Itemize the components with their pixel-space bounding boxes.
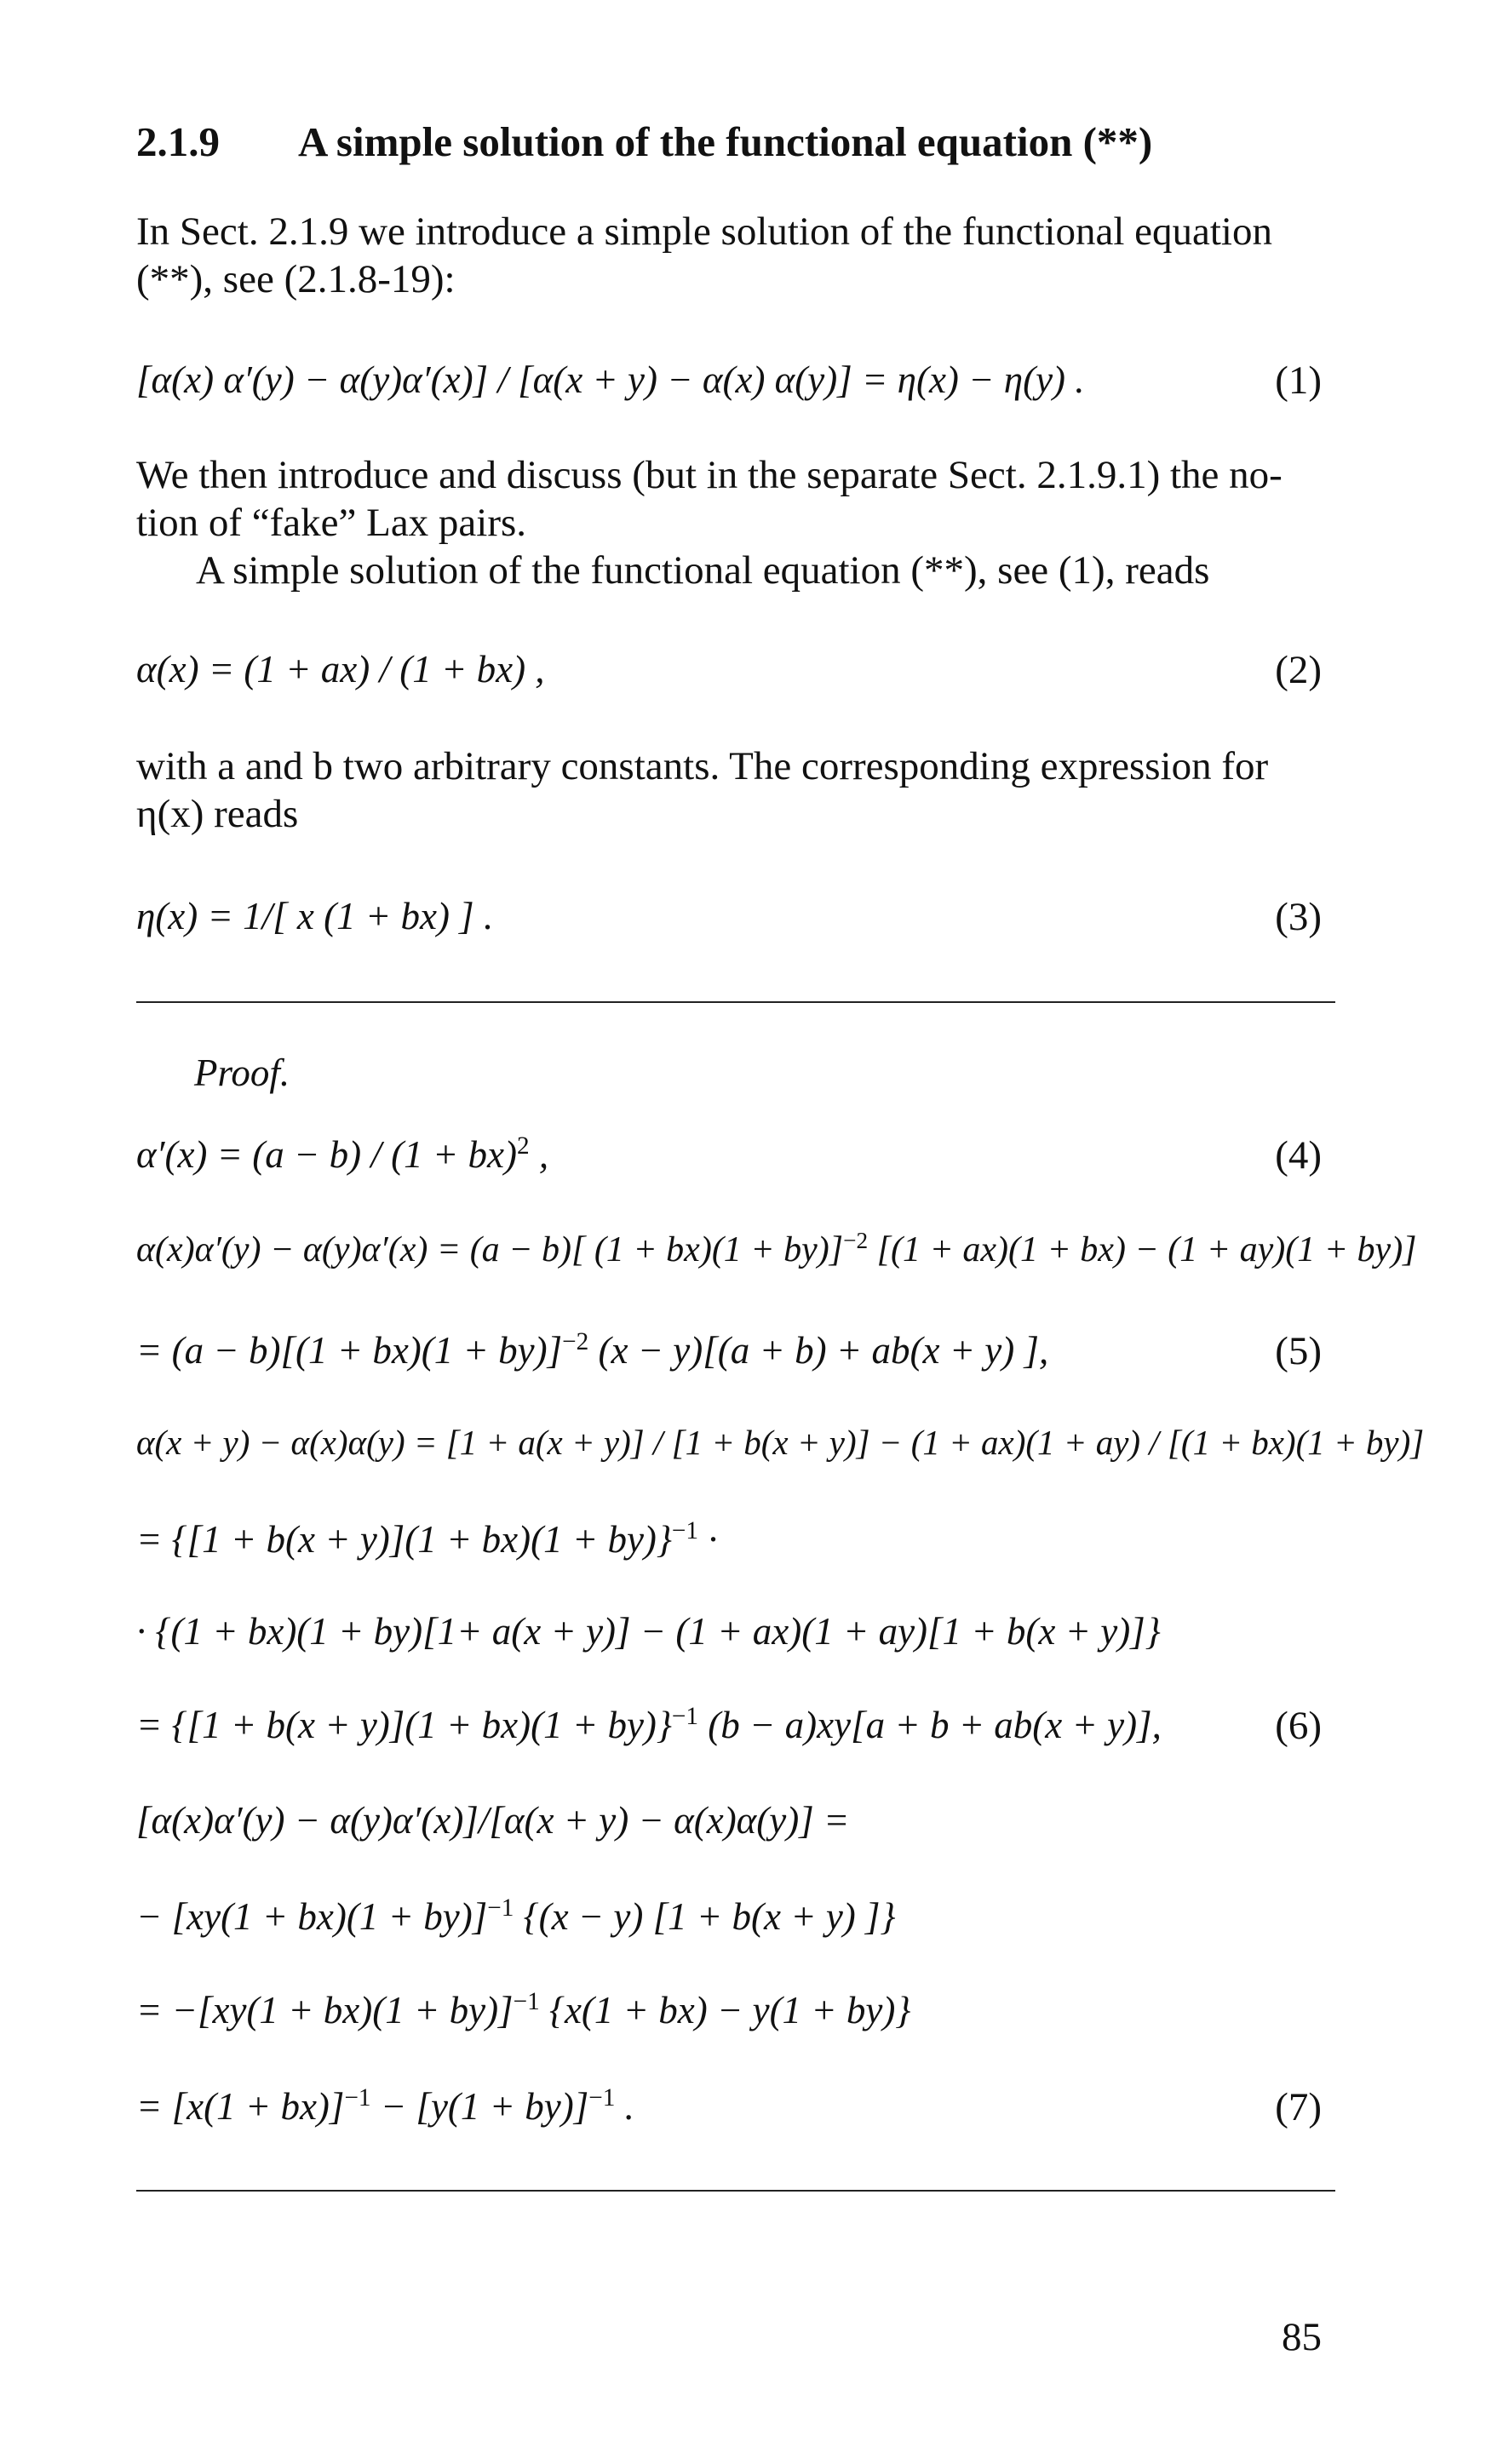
equation-1-number: (1) <box>1275 358 1322 403</box>
eq6b-post: · <box>698 1518 718 1561</box>
eq6d-exponent: −1 <box>671 1703 699 1730</box>
para3-line-2: η(x) reads <box>136 792 299 836</box>
eq6b-pre: = {[1 + b(x + y)](1 + bx)(1 + by)} <box>136 1518 672 1561</box>
top-divider-rule <box>136 1001 1335 1003</box>
eq5b-pre: = (a − b)[(1 + bx)(1 + by)] <box>136 1329 563 1372</box>
equation-6-number: (6) <box>1275 1704 1322 1748</box>
eq4-tail: , <box>529 1133 549 1177</box>
eq5a-pre: α(x)α′(y) − α(y)α′(x) = (a − b)[ (1 + bx)(1 + by)] <box>136 1230 844 1269</box>
equation-7-line-4 <box>136 2084 634 2129</box>
eq7c-pre: = −[xy(1 + bx)(1 + by)] <box>136 1989 514 2032</box>
equation-7-line-3 <box>136 1988 910 2032</box>
intro-line-2: (**), see (2.1.8-19): <box>136 257 456 301</box>
eq7d-post: . <box>615 2085 634 2129</box>
equation-5-line-2 <box>136 1328 1048 1372</box>
equation-7-line-2 <box>136 1894 896 1939</box>
equation-3-number: (3) <box>1275 895 1322 939</box>
eq6b-exponent: −1 <box>671 1517 699 1544</box>
eq6d-pre: = {[1 + b(x + y)](1 + bx)(1 + by)} <box>136 1704 672 1747</box>
eq7c-post: {x(1 + bx) − y(1 + by)} <box>539 1989 911 2032</box>
equation-3: η(x) = 1/[ x (1 + bx) ] . <box>136 895 494 937</box>
intro-line-1: In Sect. 2.1.9 we introduce a simple solution of the functional equation <box>136 209 1272 254</box>
eq5b-exponent: −2 <box>562 1328 589 1355</box>
para2-line-3: A simple solution of the functional equation (**), see (1), reads <box>196 548 1210 593</box>
equation-6-line-4 <box>136 1703 1162 1747</box>
equation-5-number: (5) <box>1275 1329 1322 1373</box>
eq5a-post: [(1 + ax)(1 + bx) − (1 + ay)(1 + by)] <box>868 1230 1417 1269</box>
eq7d-exponent-2: −1 <box>588 2084 616 2112</box>
equation-7-line-1: [α(x)α′(y) − α(y)α′(x)]/[α(x + y) − α(x)α(y)] = <box>136 1799 850 1842</box>
eq7b-post: {(x − y) [1 + b(x + y) ]} <box>514 1895 896 1939</box>
equation-4 <box>136 1132 548 1177</box>
bottom-divider-rule <box>136 2190 1335 2192</box>
equation-7-number: (7) <box>1275 2085 1322 2129</box>
equation-4-number: (4) <box>1275 1133 1322 1178</box>
equation-2: α(x) = (1 + ax) / (1 + bx) , <box>136 648 545 690</box>
section-title: A simple solution of the functional equation (**) <box>298 118 1153 165</box>
para3-line-1: with a and b two arbitrary constants. The corresponding expression for <box>136 744 1269 788</box>
para2-line-1: We then introduce and discuss (but in the separate Sect. 2.1.9.1) the no- <box>136 453 1283 497</box>
eq7d-pre: = [x(1 + bx)] <box>136 2085 345 2129</box>
eq7b-exponent: −1 <box>487 1894 514 1922</box>
page-number: 85 <box>1282 2315 1322 2359</box>
eq7d-mid: − [y(1 + by)] <box>370 2085 589 2129</box>
section-number: 2.1.9 <box>136 118 220 165</box>
equation-6-line-1: α(x + y) − α(x)α(y) = [1 + a(x + y)] / [1 + b(x + y)] − (1 + ax)(1 + ay) / [(1 + bx)(1 + by)] <box>136 1423 1425 1462</box>
equation-5-line-1 <box>136 1228 1417 1270</box>
equation-1: [α(x) α′(y) − α(y)α′(x)] / [α(x + y) − α(x) α(y)] = η(x) − η(y) . <box>136 358 1085 401</box>
eq7c-exponent: −1 <box>513 1988 540 2015</box>
eq5a-exponent: −2 <box>843 1228 869 1253</box>
eq7d-exponent-1: −1 <box>344 2084 371 2112</box>
equation-2-number: (2) <box>1275 648 1322 692</box>
paragraph-3 <box>136 742 1335 838</box>
eq4-exponent: 2 <box>516 1132 530 1160</box>
equation-6-line-3: · {(1 + bx)(1 + by)[1+ a(x + y)] − (1 + ax)(1 + ay)[1 + b(x + y)]} <box>136 1610 1161 1653</box>
eq6d-post: (b − a)xy[a + b + ab(x + y)], <box>698 1704 1162 1747</box>
paragraph-2 <box>136 451 1335 594</box>
proof-label: Proof. <box>194 1051 290 1094</box>
equation-6-line-2 <box>136 1517 718 1561</box>
intro-paragraph <box>136 208 1335 303</box>
eq5b-post: (x − y)[(a + b) + ab(x + y) ], <box>588 1329 1049 1372</box>
eq7b-pre: − [xy(1 + bx)(1 + by)] <box>136 1895 488 1939</box>
para2-line-2: tion of “fake” Lax pairs. <box>136 501 527 545</box>
eq4-text: α′(x) = (a − b) / (1 + bx) <box>136 1133 517 1177</box>
